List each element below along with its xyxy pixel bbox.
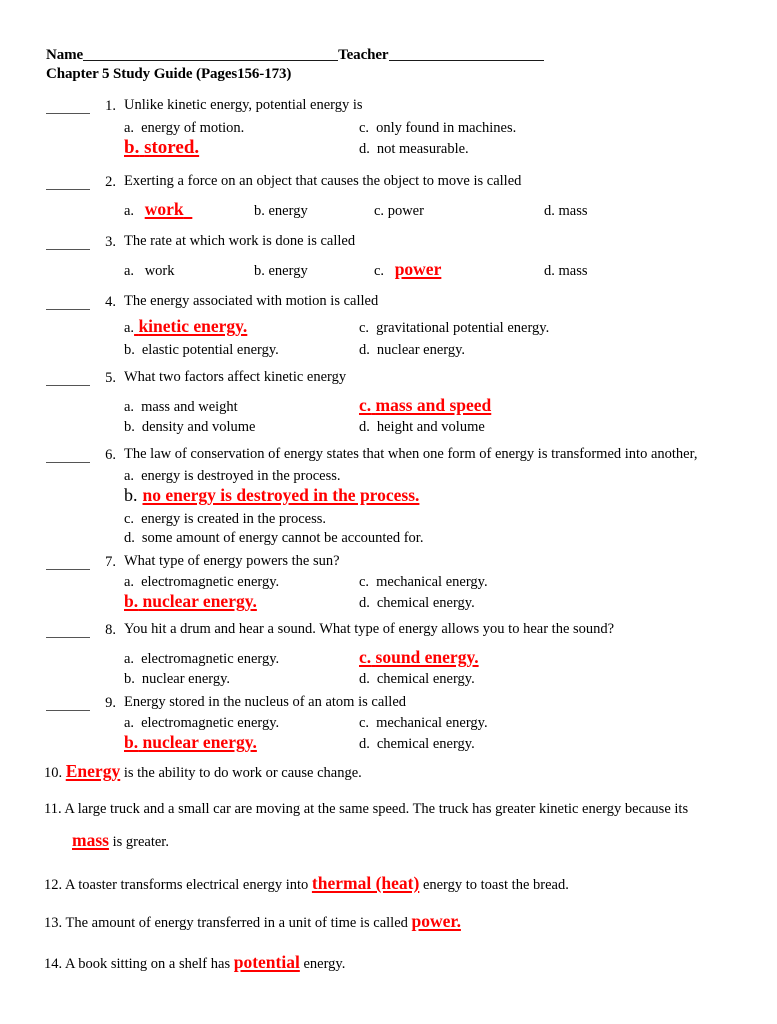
question-text-9: Energy stored in the nucleus of an atom is called	[124, 694, 406, 710]
option-text: energy	[268, 203, 308, 219]
question-number-6: 6.	[105, 447, 116, 463]
option-text: electromagnetic energy.	[141, 574, 280, 590]
fill-number-12: 12.	[44, 877, 63, 893]
fill-answer-10: Energy	[65, 761, 121, 781]
option-text: density and volume	[141, 419, 256, 435]
option-letter: b.	[124, 419, 135, 435]
option-2a[interactable]	[124, 200, 254, 221]
multiple-choice-section	[46, 96, 746, 757]
answer-blank-3[interactable]	[46, 236, 90, 250]
answer-trailing-rule	[184, 199, 193, 219]
question-text-3: The rate at which work is done is called	[124, 233, 356, 249]
fill-after-14: energy.	[303, 956, 346, 972]
option-text: only found in machines.	[376, 120, 517, 136]
option-7b[interactable]	[124, 592, 359, 611]
fill-before-14: A book sitting on a shelf has	[64, 956, 231, 972]
fill-number-11: 11.	[44, 801, 62, 817]
option-letter: c.	[359, 395, 372, 415]
option-letter: c.	[124, 511, 135, 527]
option-text: height and volume	[376, 419, 485, 435]
answer-blank-1[interactable]	[46, 100, 90, 114]
option-9a[interactable]	[124, 714, 359, 733]
option-8d[interactable]	[359, 670, 659, 689]
option-letter: a.	[124, 468, 135, 484]
selected-answer-1	[124, 138, 199, 157]
option-letter: b.	[124, 342, 135, 358]
selected-answer-7	[124, 592, 257, 611]
option-letter: a.	[124, 651, 135, 667]
fill-number-14: 14.	[44, 956, 63, 972]
option-6b[interactable]	[124, 486, 419, 505]
option-4b[interactable]	[124, 341, 359, 360]
option-text: sound energy.	[375, 647, 479, 667]
fill-item-11	[44, 800, 744, 852]
fill-answer-14: potential	[233, 952, 300, 972]
name-blank-rule[interactable]	[83, 60, 338, 61]
fill-before-12: A toaster transforms electrical energy into	[64, 877, 309, 893]
option-text: nuclear energy.	[142, 591, 257, 611]
option-letter: b.	[124, 591, 139, 611]
question-number-5: 5.	[105, 370, 116, 386]
option-letter: c.	[359, 574, 370, 590]
answer-blank-6[interactable]	[46, 449, 90, 463]
option-letter: c.	[359, 647, 372, 667]
option-text: nuclear energy.	[142, 732, 257, 752]
option-text: chemical energy.	[376, 595, 475, 611]
teacher-blank-rule[interactable]	[389, 60, 544, 61]
option-text: electromagnetic energy.	[141, 715, 280, 731]
question-4	[46, 292, 746, 360]
option-9c[interactable]	[359, 714, 659, 733]
answer-blank-5[interactable]	[46, 372, 90, 386]
option-5b[interactable]	[124, 418, 359, 437]
selected-answer-3: power	[394, 259, 442, 279]
option-letter: b.	[124, 137, 140, 158]
option-text: mass	[558, 203, 588, 219]
answer-blank-4[interactable]	[46, 296, 90, 310]
option-letter: b.	[254, 203, 265, 219]
option-1d[interactable]	[359, 140, 659, 159]
fill-before-13: The amount of energy transferred in a unit of time is called	[65, 915, 408, 931]
option-letter: d.	[359, 419, 370, 435]
option-letter: a.	[124, 263, 135, 279]
question-text-5: What two factors affect kinetic energy	[124, 369, 347, 385]
question-9	[46, 693, 746, 757]
option-letter: c.	[374, 203, 385, 219]
question-text-2: Exerting a force on an object that causes the object to move is called	[124, 173, 522, 189]
selected-answer-6: no energy is destroyed in the process.	[142, 485, 420, 505]
selected-answer-4	[134, 317, 247, 336]
answer-blank-2[interactable]	[46, 176, 90, 190]
option-9b[interactable]	[124, 733, 359, 752]
question-text-1: Unlike kinetic energy, potential energy is	[124, 97, 363, 113]
option-text: chemical energy.	[376, 736, 475, 752]
option-letter: a.	[124, 574, 135, 590]
option-text: nuclear energy.	[376, 342, 466, 358]
option-text: energy of motion.	[141, 120, 245, 136]
fill-before-11: A large truck and a small car are moving at the same speed. The truck has greater kinetic energy because its	[64, 801, 689, 817]
option-1b[interactable]	[124, 138, 359, 157]
option-2c[interactable]	[374, 202, 544, 221]
fill-number-13: 13.	[44, 915, 63, 931]
option-letter: c.	[374, 263, 385, 279]
question-number-3: 3.	[105, 234, 116, 250]
option-4a[interactable]	[124, 317, 359, 338]
option-text: mechanical energy.	[376, 715, 488, 731]
option-5d[interactable]	[359, 418, 659, 437]
teacher-label: Teacher	[338, 47, 389, 63]
option-letter: d.	[359, 736, 370, 752]
option-5c[interactable]	[359, 396, 659, 415]
question-6	[46, 445, 746, 548]
option-letter: a.	[124, 203, 135, 219]
fill-item-13	[44, 912, 744, 933]
option-text: some amount of energy cannot be accounted for.	[141, 530, 424, 546]
selected-answer-8	[359, 648, 479, 667]
option-6c[interactable]	[124, 510, 326, 529]
option-text: mass and speed	[375, 395, 492, 415]
option-4d[interactable]	[359, 341, 659, 360]
option-letter: a.	[124, 715, 135, 731]
option-1c[interactable]	[359, 119, 659, 138]
option-letter: c.	[359, 120, 370, 136]
option-9d[interactable]	[359, 735, 659, 754]
option-text: electromagnetic energy.	[141, 651, 280, 667]
option-6a[interactable]	[124, 467, 341, 486]
question-text-6: The law of conservation of energy states that when one form of energy is transformed into another,	[124, 446, 698, 462]
option-3c[interactable]	[374, 260, 544, 281]
option-text: energy	[268, 263, 308, 279]
option-letter: b.	[124, 485, 138, 505]
option-4c[interactable]	[359, 319, 659, 338]
document-subtitle: Chapter 5 Study Guide (Pages156-173)	[46, 66, 292, 82]
question-number-7: 7.	[105, 554, 116, 570]
name-label: Name	[46, 47, 84, 63]
option-text: energy is created in the process.	[141, 511, 327, 527]
fill-answer-11: mass	[72, 830, 109, 850]
option-text: elastic potential energy.	[141, 342, 279, 358]
question-3	[46, 232, 746, 284]
option-8b[interactable]	[124, 670, 359, 689]
fill-after-10: is the ability to do work or cause change.	[123, 765, 362, 781]
option-2d[interactable]	[544, 202, 588, 221]
option-text: mechanical energy.	[376, 574, 488, 590]
option-8c[interactable]	[359, 648, 659, 667]
option-letter: d.	[359, 595, 370, 611]
option-text: not measurable.	[376, 141, 469, 157]
selected-answer-5	[359, 396, 491, 415]
option-letter: a.	[124, 120, 135, 136]
question-5	[46, 368, 746, 437]
option-6d[interactable]	[124, 529, 423, 548]
answer-blank-8[interactable]	[46, 624, 90, 638]
fill-item-14	[44, 953, 744, 974]
option-letter: d.	[544, 203, 555, 219]
fill-in-section	[44, 762, 744, 974]
question-number-4: 4.	[105, 294, 116, 310]
option-text: mass and weight	[141, 399, 238, 415]
question-number-2: 2.	[105, 174, 116, 190]
option-letter: d.	[124, 530, 135, 546]
option-1a[interactable]	[124, 119, 359, 138]
question-7	[46, 552, 746, 616]
question-text-8: You hit a drum and hear a sound. What type of energy allows you to hear the sound?	[124, 621, 615, 637]
option-text: kinetic energy.	[138, 316, 248, 336]
option-text: mass	[558, 263, 588, 279]
selected-answer-9	[124, 733, 257, 752]
option-letter: c.	[359, 715, 370, 731]
fill-answer-12: thermal (heat)	[311, 873, 420, 893]
fill-after-11: is greater.	[112, 834, 169, 850]
answer-blank-9[interactable]	[46, 697, 90, 711]
option-7a[interactable]	[124, 573, 359, 592]
question-number-9: 9.	[105, 695, 116, 711]
option-text: power	[387, 203, 424, 219]
question-text-4: The energy associated with motion is called	[124, 293, 379, 309]
selected-answer-2: work	[144, 199, 184, 219]
option-letter: d.	[359, 141, 370, 157]
fill-item-12	[44, 874, 744, 895]
option-5a[interactable]	[124, 398, 359, 417]
option-text: nuclear energy.	[141, 671, 231, 687]
option-letter: d.	[359, 342, 370, 358]
option-3b[interactable]	[254, 262, 374, 281]
option-letter: c.	[359, 320, 370, 336]
option-7c[interactable]	[359, 573, 659, 592]
option-7d[interactable]	[359, 594, 659, 613]
option-letter: d.	[359, 671, 370, 687]
option-text: chemical energy.	[376, 671, 475, 687]
question-text-7: What type of energy powers the sun?	[124, 553, 340, 569]
question-1	[46, 96, 746, 162]
fill-item-10	[44, 762, 744, 783]
option-letter: a.	[124, 399, 135, 415]
option-letter: b.	[124, 732, 139, 752]
question-number-8: 8.	[105, 622, 116, 638]
question-number-1: 1.	[105, 98, 116, 114]
option-3d[interactable]	[544, 262, 588, 281]
name-teacher-line	[46, 46, 736, 64]
fill-answer-13: power.	[411, 911, 461, 931]
option-letter: b.	[124, 671, 135, 687]
option-3a[interactable]	[124, 262, 254, 281]
option-2b[interactable]	[254, 202, 374, 221]
option-text: gravitational potential energy.	[376, 320, 550, 336]
option-text: stored.	[144, 137, 200, 158]
document-header	[46, 46, 736, 83]
answer-blank-7[interactable]	[46, 556, 90, 570]
question-8	[46, 620, 746, 689]
option-8a[interactable]	[124, 650, 359, 669]
option-letter: d.	[544, 263, 555, 279]
option-text: energy is destroyed in the process.	[141, 468, 341, 484]
option-letter: a.	[124, 320, 135, 336]
fill-number-10: 10.	[44, 765, 63, 781]
question-2	[46, 172, 746, 224]
option-letter: b.	[254, 263, 265, 279]
fill-after-12: energy to toast the bread.	[422, 877, 569, 893]
option-text: work	[144, 263, 175, 279]
